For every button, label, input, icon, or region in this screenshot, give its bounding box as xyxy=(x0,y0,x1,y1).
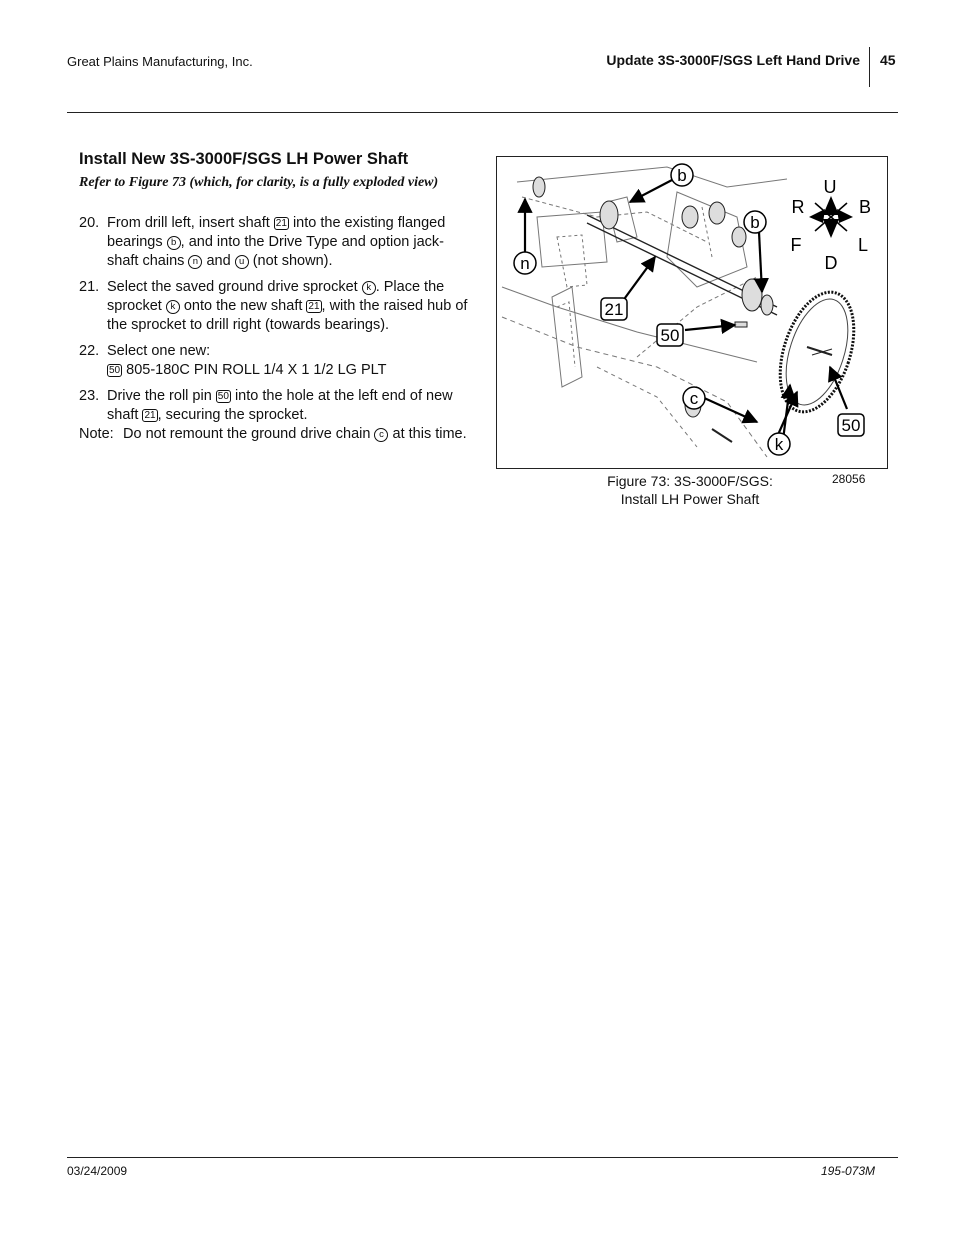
callout-b-mid xyxy=(744,211,766,233)
svg-text:b: b xyxy=(750,213,760,232)
step-text: into the hole at the left end of new shaft xyxy=(107,388,453,423)
callout-c xyxy=(683,387,705,409)
step-text: into the existing flanged bearings xyxy=(107,215,446,250)
compass-up-label: U xyxy=(823,177,837,197)
svg-text:k: k xyxy=(774,435,784,454)
step-23 xyxy=(79,387,471,425)
compass-left-label: L xyxy=(857,235,869,255)
footer-rule xyxy=(67,1157,898,1158)
header-rule xyxy=(67,112,898,113)
callout-pin-50-left xyxy=(657,324,683,346)
instruction-steps xyxy=(79,214,471,443)
step-text: (not shown). xyxy=(248,253,333,269)
svg-text:n: n xyxy=(520,254,530,273)
note-label: Note: xyxy=(79,426,114,442)
figure-caption xyxy=(580,472,800,508)
ref-chain-u: u xyxy=(235,255,249,269)
ref-sprocket-k: k xyxy=(362,281,376,295)
ref-chain-n: n xyxy=(188,255,202,269)
step-22 xyxy=(79,342,471,380)
ref-pin-50: 50 xyxy=(217,391,229,402)
step-number: 22. xyxy=(79,343,100,359)
callout-shaft-21 xyxy=(601,298,627,320)
note-text: at this time. xyxy=(388,426,467,442)
svg-text:50: 50 xyxy=(841,416,861,435)
step-21 xyxy=(79,278,471,335)
ref-bearing-b: b xyxy=(167,236,181,250)
drill-frame-drawing xyxy=(502,167,787,457)
step-text: . Place the sprocket xyxy=(107,279,445,314)
figure-73 xyxy=(496,156,888,469)
sprockets-drawing xyxy=(533,177,773,417)
callout-pin-50-right xyxy=(838,414,864,436)
ref-pin-50: 50 xyxy=(109,365,121,376)
caption-line-2: Install LH Power Shaft xyxy=(620,491,760,507)
section-intro: Refer to Figure 73 (which, for clarity, is a fully exploded view) xyxy=(79,175,439,190)
ref-shaft-21: 21 xyxy=(144,410,156,421)
step-text: and xyxy=(202,253,235,269)
exploded-view-illustration xyxy=(497,157,887,468)
note-text: Do not remount the ground drive chain xyxy=(123,426,375,442)
footer-date: 03/24/2009 xyxy=(67,1164,128,1178)
svg-text:50: 50 xyxy=(660,326,680,345)
ref-sprocket-k: k xyxy=(166,300,180,314)
compass-front-label: F xyxy=(790,235,802,255)
step-text: Select the saved ground drive sprocket xyxy=(107,279,362,295)
ref-shaft-21: 21 xyxy=(308,301,320,312)
callout-b-top xyxy=(671,164,693,186)
step-text: Drive the roll pin xyxy=(107,388,216,404)
step-text: , with the raised hub of the sprocket to drill right (towards bearings). xyxy=(107,298,468,333)
step-20 xyxy=(79,214,471,271)
company-name: Great Plains Manufacturing, Inc. xyxy=(67,54,253,69)
step-text: , and into the Drive Type and option jack-shaft chains xyxy=(107,234,444,269)
part-description: 805-180C PIN ROLL 1/4 X 1 1/2 LG PLT xyxy=(122,362,387,378)
note xyxy=(79,426,471,443)
svg-text:21: 21 xyxy=(604,300,624,319)
step-text: onto the new shaft xyxy=(179,298,307,314)
compass-right-label: R xyxy=(791,197,805,217)
ref-chain-c: c xyxy=(374,428,388,442)
figure-id: 28056 xyxy=(832,472,866,486)
step-text: From drill left, insert shaft xyxy=(107,215,274,231)
ref-shaft-21: 21 xyxy=(275,218,287,229)
page-number: 45 xyxy=(880,52,896,68)
svg-text:b: b xyxy=(677,166,687,185)
ground-drive-sprocket-drawing xyxy=(766,283,867,421)
callout-k xyxy=(768,433,790,455)
step-number: 20. xyxy=(79,215,100,231)
callout-n xyxy=(514,252,536,274)
orientation-compass xyxy=(791,177,872,273)
header-divider xyxy=(869,47,870,87)
document-title: Update 3S-3000F/SGS Left Hand Drive xyxy=(606,52,860,68)
caption-line-1: Figure 73: 3S-3000F/SGS: xyxy=(607,473,773,489)
svg-text:c: c xyxy=(689,389,699,408)
step-text: , securing the sprocket. xyxy=(157,407,308,423)
footer-doc-number: 195-073M xyxy=(820,1164,875,1178)
compass-back-label: B xyxy=(858,197,872,217)
step-number: 21. xyxy=(79,279,100,295)
section-title: Install New 3S-3000F/SGS LH Power Shaft xyxy=(79,150,409,168)
compass-down-label: D xyxy=(824,253,838,273)
step-number: 23. xyxy=(79,388,100,404)
step-text: Select one new: xyxy=(107,343,211,359)
